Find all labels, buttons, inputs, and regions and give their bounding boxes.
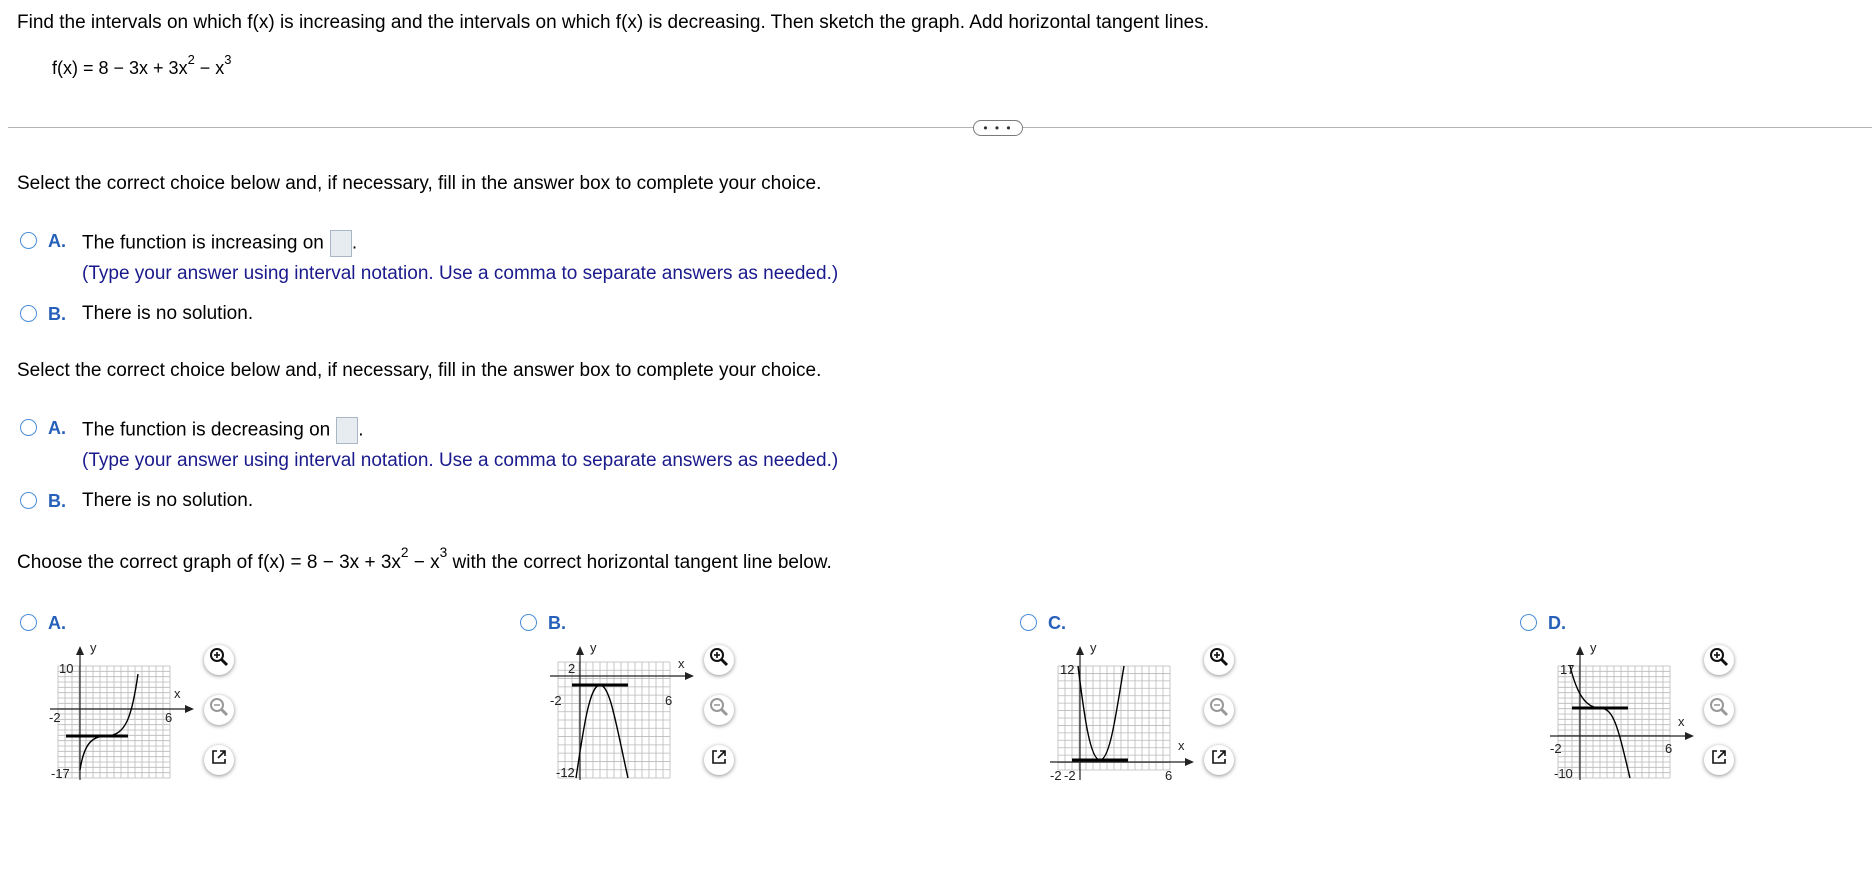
part1-answer-box[interactable]	[330, 230, 352, 257]
part3-instruction: Choose the correct graph of $f(x) = 8 - 3x + 3x^2 - x^3$ with the correct horizontal tangent line below.	[17, 545, 832, 573]
graph-b-xmax-label: 6	[665, 693, 673, 708]
popout-icon	[1710, 748, 1728, 772]
part2-option-a-text: The function is decreasing on	[82, 419, 331, 441]
graph-c-y-arrow	[1076, 646, 1084, 655]
part2-instruction: Select the correct choice below and, if necessary, fill in the answer box to complete your choice.	[17, 360, 822, 381]
graph-a-popout-button[interactable]	[204, 745, 234, 775]
zoom-out-icon	[1709, 697, 1729, 723]
graph-b-svg	[544, 640, 694, 784]
graph-b-zoom-out-button[interactable]	[704, 695, 734, 725]
graph-c-zoom-in-button[interactable]	[1204, 645, 1234, 675]
part2-radio-b[interactable]	[20, 492, 37, 509]
graph-radio-d[interactable]	[1520, 614, 1537, 631]
graph-b-ymax-label: 2	[568, 661, 576, 676]
part2-letter-a: A.	[48, 418, 66, 438]
graph-d-ymax-label: 17	[1560, 662, 1575, 677]
graph-d-y-arrow	[1576, 646, 1584, 655]
graph-b-x-arrow	[685, 672, 694, 680]
part2-option-a	[82, 417, 364, 444]
graph-d-zoom-in-button[interactable]	[1704, 645, 1734, 675]
graph-a-svg	[44, 640, 194, 784]
zoom-out-icon	[709, 697, 729, 723]
graph-b-ymin-label: -12	[556, 765, 575, 780]
graph-a-y-arrow	[76, 646, 84, 655]
part1-letter-a: A.	[48, 231, 66, 251]
graph-letter-b: B.	[548, 613, 566, 633]
graph-b	[544, 640, 685, 782]
graph-b-zoom-in-button[interactable]	[704, 645, 734, 675]
graph-c-curve	[1078, 666, 1124, 760]
graph-letter-c: C.	[1048, 613, 1066, 633]
graph-b-x-label: x	[678, 656, 685, 671]
graph-radio-a[interactable]	[20, 614, 37, 631]
graph-d-x-arrow	[1685, 732, 1694, 740]
graph-c-ymin-label: -2	[1064, 768, 1076, 783]
graph-d-ymin-label: -10	[1554, 766, 1573, 781]
graph-c-x-label: x	[1178, 738, 1185, 753]
graph-b-y-label: y	[590, 640, 597, 655]
graph-a-ymin-label: -17	[51, 766, 70, 781]
part1-hint: (Type your answer using interval notation. Use a comma to separate answers as needed.)	[82, 263, 839, 284]
graph-d-zoom-out-button[interactable]	[1704, 695, 1734, 725]
graph-c-svg	[1044, 640, 1194, 784]
graph-b-curve	[576, 685, 628, 778]
part2-letter-b: B.	[48, 491, 66, 511]
popout-icon	[210, 748, 228, 772]
graph-b-grid	[558, 662, 673, 778]
graph-b-y-arrow	[576, 646, 584, 655]
period: .	[351, 232, 358, 254]
part2-radio-a[interactable]	[20, 419, 37, 436]
part1-radio-a[interactable]	[20, 232, 37, 249]
graph-a-xmax-label: 6	[165, 710, 173, 725]
part2-option-b: There is no solution.	[82, 490, 254, 511]
graph-c-y-label: y	[1090, 640, 1097, 655]
part1-instruction: Select the correct choice below and, if necessary, fill in the answer box to complete your choice.	[17, 173, 822, 194]
graph-a	[44, 640, 181, 782]
graph-b-popout-button[interactable]	[704, 745, 734, 775]
graph-a-xmin-label: -2	[49, 710, 61, 725]
graph-a-zoom-in-button[interactable]	[204, 645, 234, 675]
graph-c-xmax-label: 6	[1165, 768, 1173, 783]
graph-d-x-label: x	[1678, 714, 1685, 729]
graph-c-xmin-label: -2	[1050, 768, 1062, 783]
part1-radio-b[interactable]	[20, 305, 37, 322]
graph-a-x-arrow	[185, 705, 194, 713]
popout-icon	[710, 748, 728, 772]
graph-a-ymax-label: 10	[59, 661, 74, 676]
graph-d-xmin-label: -2	[1550, 741, 1562, 756]
zoom-in-icon	[709, 647, 729, 673]
graph-a-curve	[80, 674, 138, 770]
graph-d-popout-button[interactable]	[1704, 745, 1734, 775]
zoom-in-icon	[1209, 647, 1229, 673]
graph-c	[1044, 640, 1185, 783]
graph-radio-b[interactable]	[520, 614, 537, 631]
graph-b-xmin-label: -2	[550, 693, 562, 708]
zoom-out-icon	[209, 697, 229, 723]
graph-letter-d: D.	[1548, 613, 1566, 633]
graph-c-zoom-out-button[interactable]	[1204, 695, 1234, 725]
section-divider	[8, 127, 1872, 128]
graph-c-x-arrow	[1185, 758, 1194, 766]
graph-letter-a: A.	[48, 613, 66, 633]
expand-more-button[interactable]: • • •	[973, 120, 1023, 136]
part2-answer-box[interactable]	[336, 417, 358, 444]
part1-option-b: There is no solution.	[82, 303, 254, 324]
part2-hint: (Type your answer using interval notation. Use a comma to separate answers as needed.)	[82, 450, 839, 471]
graph-a-zoom-out-button[interactable]	[204, 695, 234, 725]
zoom-out-icon	[1209, 697, 1229, 723]
part1-letter-b: B.	[48, 304, 66, 324]
graph-a-x-label: x	[174, 686, 181, 701]
part1-option-a	[82, 230, 357, 257]
graph-a-grid	[58, 666, 173, 778]
graph-radio-c[interactable]	[1020, 614, 1037, 631]
graph-a-y-label: y	[90, 640, 97, 655]
graph-c-popout-button[interactable]	[1204, 745, 1234, 775]
question-prompt: Find the intervals on which f(x) is increasing and the intervals on which f(x) is decreasing. Then sketch the graph. Add horizontal tangent lines.	[17, 12, 1210, 33]
graph-d	[1544, 640, 1685, 782]
popout-icon	[1210, 748, 1228, 772]
zoom-in-icon	[1709, 647, 1729, 673]
graph-c-grid	[1058, 666, 1170, 770]
graph-d-xmax-label: 6	[1665, 741, 1673, 756]
period: .	[358, 419, 364, 441]
graph-d-y-label: y	[1590, 640, 1597, 655]
zoom-in-icon	[209, 647, 229, 673]
graph-d-svg	[1544, 640, 1694, 784]
function-expression: $f(x) = 8 - 3x + 3x^2 - x^3$	[52, 51, 232, 78]
graph-c-ymax-label: 12	[1060, 662, 1075, 677]
part1-option-a-text: The function is increasing on	[82, 232, 324, 254]
